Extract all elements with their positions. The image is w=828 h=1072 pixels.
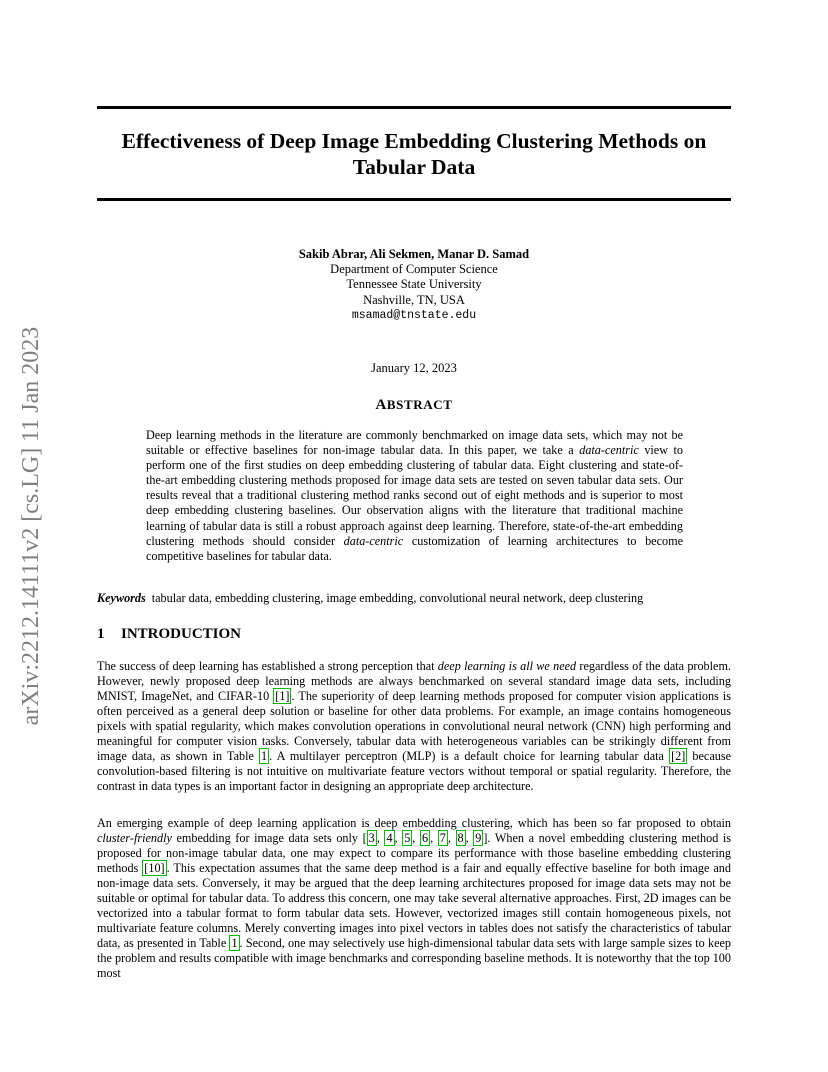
table-reference-link[interactable]: 1 [231,935,238,950]
abstract-emphasis: data-centric [579,443,639,458]
citation-link[interactable]: 9 [475,830,482,845]
paper-title [97,128,731,180]
citation-link[interactable]: 6 [421,830,429,845]
citation-link[interactable]: 4 [386,830,393,845]
affiliation-location: Nashville, TN, USA [363,292,465,307]
paragraph-segment: . A multilayer perceptron (MLP) is a default choice for learning tabular data [269,748,670,763]
paragraph-segment: . The superiority of deep learning methods proposed for computer vision applications is often perceived as a general deep solution or baseline for other data problems. For example, an image contains homogeneous pixels with spatial regularity, which makes convolution operations in convolutional neural network (CNN) high performing and meaningful for computer vision tasks. Conversely, tabular data with heterogeneous variables can be strikingly different from image data, as shown in Table [97,688,731,763]
affiliation-department: Department of Computer Science [330,262,498,277]
section-title: INTRODUCTION [121,626,242,642]
title-line-1: Effectiveness of Deep Image Embedding Clustering Methods on [121,129,707,153]
author-names: Sakib Abrar, Ali Sekmen, Manar D. Samad [298,247,530,261]
author-email[interactable]: msamad@tnstate.edu [351,308,477,322]
keywords-text: tabular data, embedding clustering, image embedding, convolutional neural network, deep clustering [151,591,644,605]
paragraph-segment: ]. When a novel embedding clustering method is proposed for non-image tabular data, one may expect to compare its performance with those baseline embedding clustering methods [97,830,732,875]
paragraph-segment: regardless of the data problem. However, newly proposed deep learning methods are always benchmarked on several standard image data sets, including MNIST, ImageNet, and CIFAR-10 [97,659,731,703]
author-block [97,247,731,323]
paper-date: January 12, 2023 [371,361,457,375]
citation-link[interactable]: 8 [457,830,464,845]
keywords-line [97,591,737,606]
citation-link[interactable]: [10] [144,860,165,875]
abstract-heading-rest: BSTRACT [386,397,453,412]
paragraph-segment: An emerging example of deep learning application is deep embedding clustering, which has been so far proposed to obtain [97,816,731,830]
section-number: 1 [97,626,105,642]
section-heading-introduction [97,626,241,643]
abstract-segment: customization of learning architectures to become competitive baselines for tabular data. [146,533,683,563]
paragraph-emphasis: deep learning is all we need [437,659,577,673]
table-reference-link[interactable]: 1 [261,748,268,763]
citation-link[interactable]: [1] [275,688,290,703]
abstract-heading-initial: A [375,397,387,413]
paragraph-segment: The success of deep learning has established a strong perception that [97,659,438,673]
abstract-segment: Deep learning methods in the literature are commonly benchmarked on image data sets, which may not be suitable or effective baselines for non-image tabular data. In this paper, we take a [146,428,683,458]
abstract-segment: view to perform one of the first studies on deep embedding clustering of tabular data. Eight clustering and state-of-the-art embedding clustering methods proposed for image data sets are tested on seven tabular data sets. Our results reveal that a traditional clustering method ranks second out of eight methods and is superior to most deep embedding clustering baselines. Our observation aligns with the literature that traditional machine learning of tabular data is still a robust approach against deep learning. Therefore, state-of-the-art embedding clustering methods should consider [146,443,684,548]
intro-paragraph-2: An emerging example of deep learning application is deep embedding clustering, which has been so far proposed to obtain cluster-friendly embedding for image data sets only [ 3 , 4 , 5 , 6 , 7 , 8 , 9 ]. When a novel embedding clustering method is proposed for non-image tabular data, one may expect to compare its performance with those baseline embedding clustering methods [10] . This expectation assumes that the same deep method is a fair and equally effective baseline for both image and non-image data sets. Conversely, it may be argued that the deep learning architectures proposed for image data sets may not be suitable or optimal for tabular data. To address this concern, one may take several alternative approaches. First, 2D images can be vectorized into a tabular format to form tabular data sets. However, vectorized images still contain homogeneous pixels, not multivariate feature columns. Merely converting images into pixel vectors in tables does not satisfy the characteristics of tabular data, as presented in Table 1 . Second, one may selectively use high-dimensional tabular data sets with large sample sizes to keep the problem and results compatible with image benchmarks and corresponding baseline methods. It is noteworthy that the top 100 most [97,816,732,980]
abstract-emphasis: data-centric [343,533,404,548]
citation-link[interactable]: 3 [368,830,375,845]
abstract-heading [97,397,731,414]
citation-link[interactable]: 7 [439,830,446,845]
paragraph-segment: embedding for image data sets only [ [171,830,367,845]
intro-paragraph-1 [97,659,731,794]
arxiv-identifier-stamp: arXiv:2212.14111v2 [cs.LG] 11 Jan 2023 [18,326,44,726]
keywords-label: Keywords [97,591,146,605]
title-bottom-rule [97,198,731,201]
title-line-2: Tabular Data [352,155,476,179]
paragraph-segment: because convolution-based filtering is not intuitive on multivariate feature vectors without temporal or spatial regularity. Therefore, the contrast in data types is an important factor in designing an appropriate deep architecture. [97,748,731,793]
title-top-rule [97,106,731,109]
affiliation-university: Tennessee State University [346,277,482,292]
paragraph-emphasis: cluster-friendly [97,830,172,845]
citation-link[interactable]: 5 [404,830,411,845]
paragraph-segment: . Second, one may selectively use high-dimensional tabular data sets with large sample sizes to keep the problem and results compatible with image benchmarks and corresponding baseline methods. It is noteworthy that the top 100 most [97,935,731,980]
paragraph-segment: . This expectation assumes that the same deep method is a fair and equally effective baseline for both image and non-image data sets. Conversely, it may be argued that the deep learning architectures proposed for image data sets may not be suitable or optimal for tabular data. To address this concern, one may take several alternative approaches. First, 2D images can be vectorized into a tabular format to form tabular data sets. However, vectorized images still contain homogeneous pixels, not multivariate feature columns. Merely converting images into pixel vectors in tables does not satisfy the characteristics of tabular data, as presented in Table [97,860,731,950]
abstract-text [146,428,683,564]
citation-link[interactable]: [2] [671,748,686,763]
